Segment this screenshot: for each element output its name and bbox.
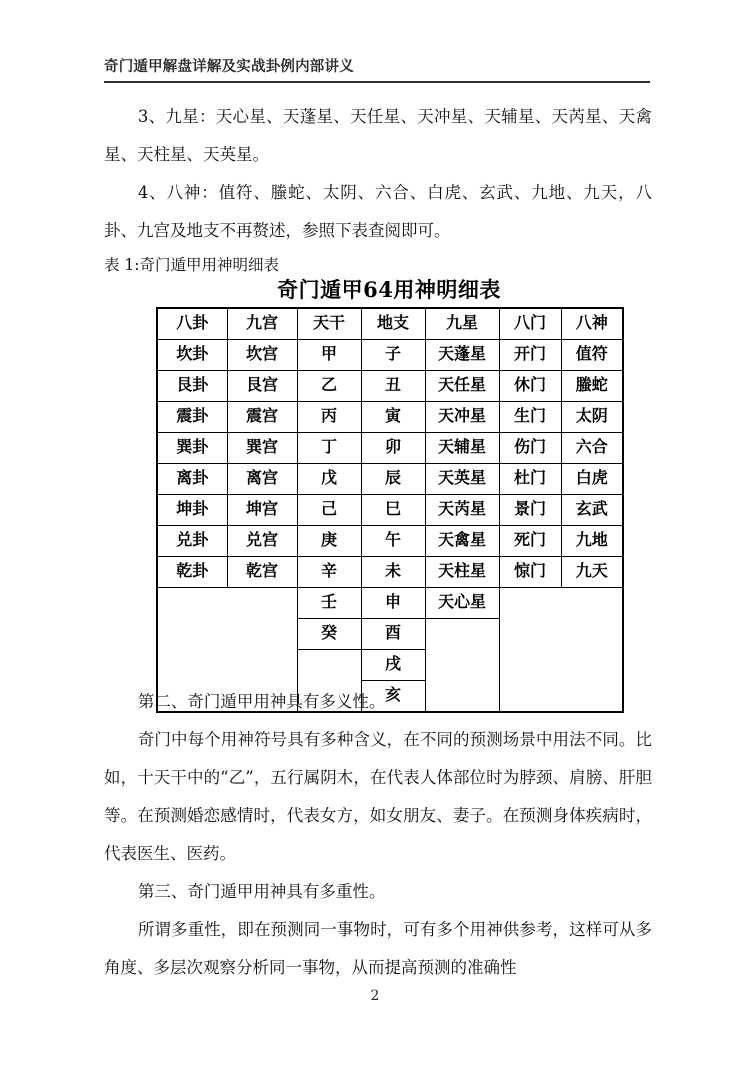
cell-jiugong: 离宫 bbox=[227, 464, 297, 495]
table-row bbox=[157, 371, 623, 402]
detail-table-wrapper bbox=[156, 277, 622, 713]
cell-bashen: 螣蛇 bbox=[561, 371, 623, 402]
cell-bamen: 开门 bbox=[499, 340, 561, 371]
table-header-row bbox=[157, 308, 623, 340]
page-number: 2 bbox=[370, 988, 380, 1004]
cell-jiuxing: 天芮星 bbox=[425, 495, 499, 526]
column-header-jiuxing: 九星 bbox=[425, 308, 499, 340]
table-row bbox=[157, 340, 623, 371]
table-row bbox=[157, 588, 623, 619]
cell-dizhi: 卯 bbox=[361, 433, 425, 464]
cell-tiangan: 己 bbox=[297, 495, 361, 526]
cell-dizhi: 戌 bbox=[361, 650, 425, 681]
cell-tiangan: 癸 bbox=[297, 619, 361, 650]
paragraph-item-3: 3、九星：天心星、天蓬星、天任星、天冲星、天辅星、天芮星、天禽星、天柱星、天英星。 bbox=[104, 107, 652, 164]
cell-bashen: 值符 bbox=[561, 340, 623, 371]
cell-tiangan: 戊 bbox=[297, 464, 361, 495]
cell-dizhi: 午 bbox=[361, 526, 425, 557]
table-title: 奇门遁甲64用神明细表 bbox=[277, 277, 501, 302]
paragraph-section-three: 所谓多重性，即在预测同一事物时，可有多个用神供参考，这样可从多角度、多层次观察分析同一事物，从而提高预测的准确性 bbox=[104, 920, 652, 977]
cell-bamen: 景门 bbox=[499, 495, 561, 526]
paragraph-section-two: 奇门中每个用神符号具有多种含义，在不同的预测场景中用法不同。比如，十天干中的“乙”，五行属阴木，在代表人体部位时为脖颈、肩膀、肝胆等。在预测婚恋感情时，代表女方，如女朋友、妻子。在预测身体疾病时，代表医生、医药。 bbox=[104, 730, 652, 863]
column-header-tiangan: 天干 bbox=[297, 308, 361, 340]
heading-section-three: 第三、奇门遁甲用神具有多重性。 bbox=[137, 882, 386, 901]
cell-bashen: 玄武 bbox=[561, 495, 623, 526]
table-row bbox=[157, 464, 623, 495]
cell-bashen: 太阴 bbox=[561, 402, 623, 433]
table-row bbox=[157, 433, 623, 464]
cell-jiugong: 巽宫 bbox=[227, 433, 297, 464]
cell-tiangan: 壬 bbox=[297, 588, 361, 619]
cell-dizhi: 巳 bbox=[361, 495, 425, 526]
cell-dizhi: 未 bbox=[361, 557, 425, 588]
cell-bamen: 惊门 bbox=[499, 557, 561, 588]
cell-tiangan: 丁 bbox=[297, 433, 361, 464]
cell-dizhi: 丑 bbox=[361, 371, 425, 402]
cell-tiangan: 乙 bbox=[297, 371, 361, 402]
column-header-bashen: 八神 bbox=[561, 308, 623, 340]
cell-jiuxing: 天辅星 bbox=[425, 433, 499, 464]
cell-jiugong: 乾宫 bbox=[227, 557, 297, 588]
cell-tiangan: 庚 bbox=[297, 526, 361, 557]
table-row bbox=[157, 526, 623, 557]
cell-bamen: 伤门 bbox=[499, 433, 561, 464]
cell-tiangan: 甲 bbox=[297, 340, 361, 371]
cell-bamen: 生门 bbox=[499, 402, 561, 433]
cell-bagua: 离卦 bbox=[157, 464, 227, 495]
cell-jiugong: 坤宫 bbox=[227, 495, 297, 526]
table-caption: 表 1:奇门遁甲用神明细表 bbox=[104, 256, 280, 274]
cell-bamen: 杜门 bbox=[499, 464, 561, 495]
table-row bbox=[157, 402, 623, 433]
column-header-bagua: 八卦 bbox=[157, 308, 227, 340]
column-header-bamen: 八门 bbox=[499, 308, 561, 340]
cell-bashen: 九地 bbox=[561, 526, 623, 557]
cell-jiuxing: 天任星 bbox=[425, 371, 499, 402]
paragraph-item-4: 4、八神：值符、螣蛇、太阴、六合、白虎、玄武、九地、九天，八卦、九宫及地支不再赘述，参照下表查阅即可。 bbox=[104, 183, 652, 240]
cell-bashen: 白虎 bbox=[561, 464, 623, 495]
column-header-jiugong: 九宫 bbox=[227, 308, 297, 340]
cell-bashen: 九天 bbox=[561, 557, 623, 588]
cell-jiuxing: 天柱星 bbox=[425, 557, 499, 588]
cell-jiugong: 兑宫 bbox=[227, 526, 297, 557]
table-body bbox=[157, 308, 623, 712]
cell-jiugong: 艮宫 bbox=[227, 371, 297, 402]
cell-dizhi: 辰 bbox=[361, 464, 425, 495]
cell-dizhi: 寅 bbox=[361, 402, 425, 433]
cell-jiuxing: 天心星 bbox=[425, 588, 499, 619]
header-rule-divider bbox=[104, 81, 650, 83]
cell-jiuxing: 天蓬星 bbox=[425, 340, 499, 371]
cell-bagua: 兑卦 bbox=[157, 526, 227, 557]
cell-bashen: 六合 bbox=[561, 433, 623, 464]
cell-jiuxing: 天英星 bbox=[425, 464, 499, 495]
cell-bagua: 坤卦 bbox=[157, 495, 227, 526]
cell-dizhi: 酉 bbox=[361, 619, 425, 650]
cell-jiuxing: 天禽星 bbox=[425, 526, 499, 557]
cell-bagua: 巽卦 bbox=[157, 433, 227, 464]
table-row bbox=[157, 557, 623, 588]
cell-jiuxing: 天冲星 bbox=[425, 402, 499, 433]
cell-bamen: 死门 bbox=[499, 526, 561, 557]
cell-dizhi: 申 bbox=[361, 588, 425, 619]
cell-tiangan: 辛 bbox=[297, 557, 361, 588]
cell-jiugong: 震宫 bbox=[227, 402, 297, 433]
cell-dizhi: 子 bbox=[361, 340, 425, 371]
cell-tiangan: 丙 bbox=[297, 402, 361, 433]
yongshen-detail-table bbox=[156, 307, 624, 713]
cell-bagua: 坎卦 bbox=[157, 340, 227, 371]
cell-jiugong: 坎宫 bbox=[227, 340, 297, 371]
cell-dizhi: 亥 bbox=[361, 681, 425, 713]
table-row bbox=[157, 495, 623, 526]
cell-bagua: 乾卦 bbox=[157, 557, 227, 588]
cell-bagua: 震卦 bbox=[157, 402, 227, 433]
running-header-title: 奇门遁甲解盘详解及实战卦例内部讲义 bbox=[104, 59, 354, 75]
column-header-dizhi: 地支 bbox=[361, 308, 425, 340]
heading-section-two: 第二、奇门遁甲用神具有多义性。 bbox=[137, 692, 386, 711]
cell-bamen: 休门 bbox=[499, 371, 561, 402]
cell-bagua: 艮卦 bbox=[157, 371, 227, 402]
